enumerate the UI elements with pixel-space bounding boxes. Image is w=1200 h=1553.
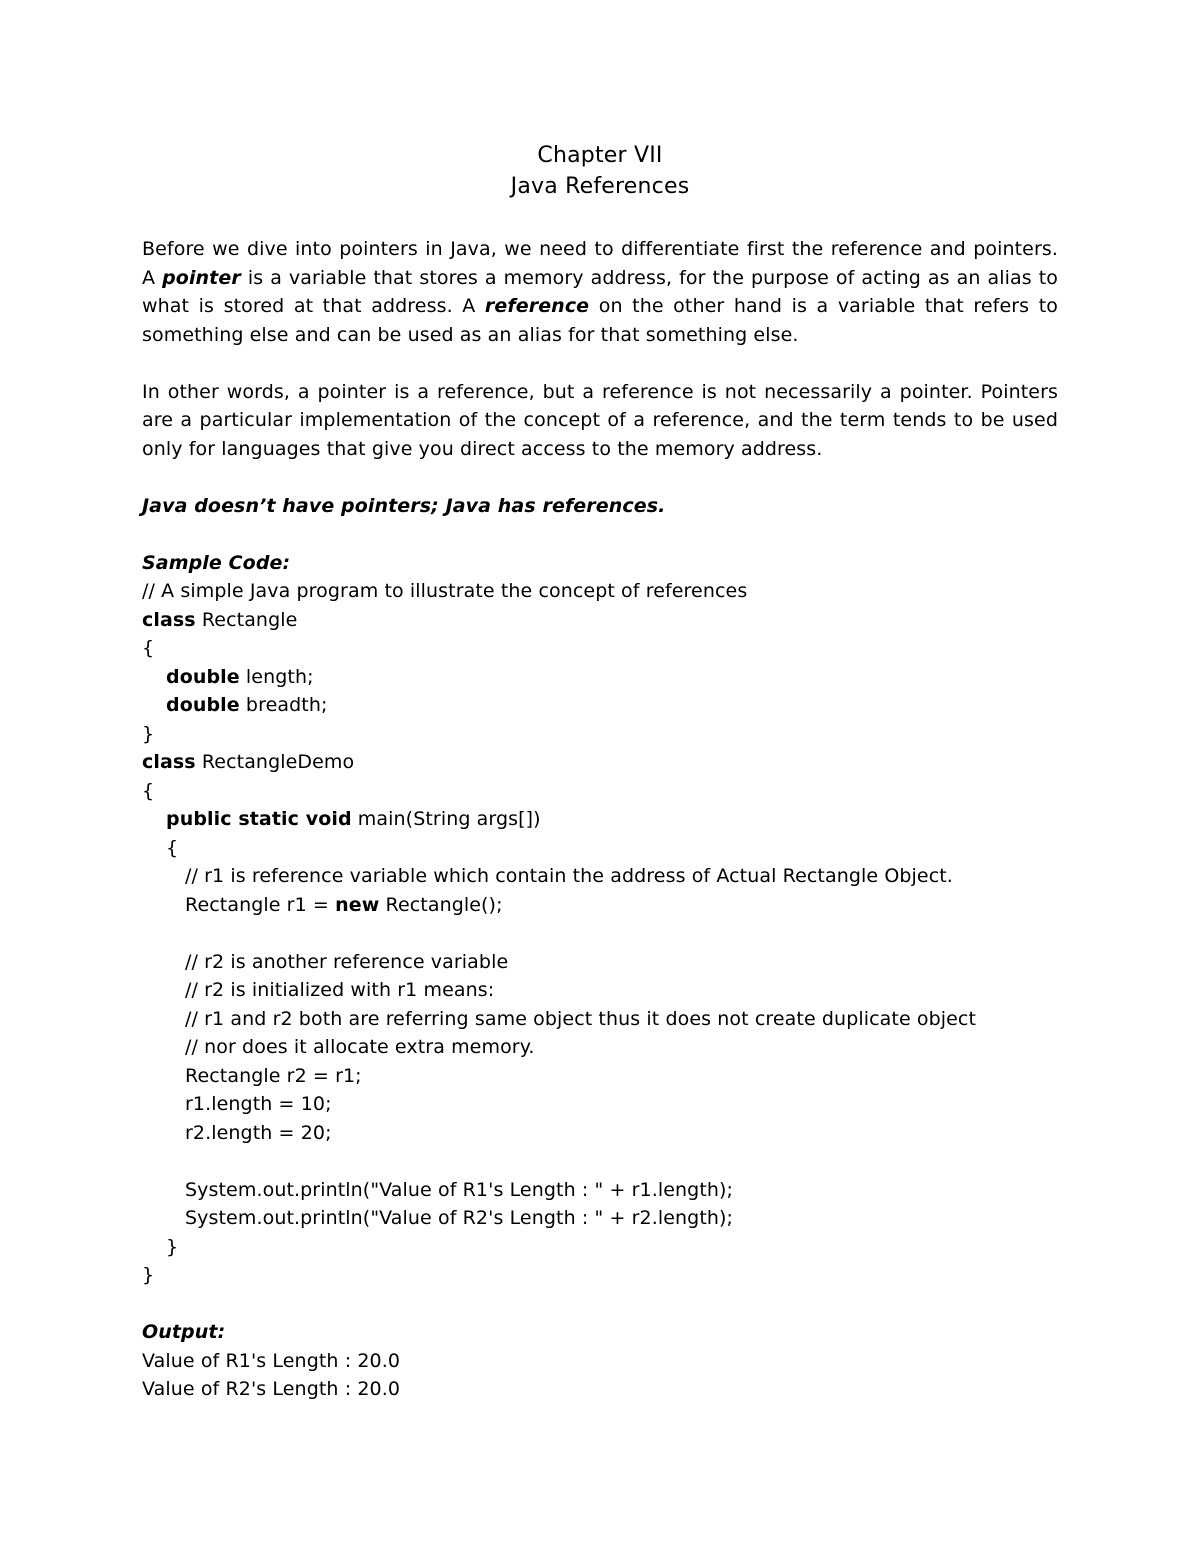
- code-line: }: [142, 1264, 155, 1286]
- output-heading: Output:: [142, 1321, 226, 1343]
- output-section: [142, 1318, 1058, 1404]
- page-title: Java References: [510, 174, 690, 199]
- code-blank-line: [142, 1147, 1058, 1176]
- code-line: [142, 748, 1058, 777]
- code-line: r1.length = 10;: [185, 1093, 332, 1115]
- code-line: // nor does it allocate extra memory.: [185, 1036, 535, 1058]
- sample-code-heading: Sample Code:: [142, 551, 291, 574]
- code-text: breadth;: [239, 694, 328, 716]
- intro-paragraph-1: [142, 235, 1058, 349]
- code-line: // r2 is initialized with r1 means:: [185, 979, 495, 1001]
- code-line: [142, 606, 1058, 635]
- output-line: Value of R2's Length : 20.0: [142, 1378, 401, 1400]
- code-line: System.out.println("Value of R1's Length : " + r1.length);: [185, 1178, 734, 1201]
- code-line: // r1 is reference variable which contain the address of Actual Rectangle Object.: [185, 865, 953, 887]
- intro-paragraph-2: In other words, a pointer is a reference, but a reference is not necessarily a pointer. Pointers are a particular implementation of the concept of a reference, and the term tends to be used only for languages that give you direct access to the memory address.: [142, 380, 1058, 460]
- code-line: [142, 891, 1058, 920]
- code-text: main(String args[]): [351, 808, 541, 830]
- code-line: // A simple Java program to illustrate the concept of references: [142, 580, 748, 602]
- code-line: [142, 663, 1058, 692]
- code-line: }: [166, 1235, 179, 1258]
- code-line: {: [142, 779, 155, 802]
- intro-text: on the other hand is a variable that refers to something else and can be used as an alias for that something else.: [142, 295, 1058, 346]
- code-blank-line: [142, 919, 1058, 948]
- code-text: length;: [239, 665, 314, 688]
- code-text: Rectangle: [195, 608, 298, 631]
- spacer: [142, 1290, 1058, 1319]
- code-keyword: class: [142, 608, 196, 631]
- spacer: [142, 463, 1058, 492]
- document-body: [142, 235, 1058, 1404]
- code-sample: [142, 549, 1058, 1290]
- code-line: Rectangle r2 = r1;: [185, 1064, 362, 1087]
- code-line: // r1 and r2 both are referring same object thus it does not create duplicate object: [185, 1007, 977, 1030]
- code-text: Rectangle();: [379, 893, 503, 916]
- code-text: RectangleDemo: [195, 751, 355, 773]
- code-line: {: [142, 637, 155, 659]
- output-line: Value of R1's Length : 20.0: [142, 1349, 401, 1372]
- code-keyword: new: [335, 893, 380, 916]
- code-line: // r2 is another reference variable: [185, 950, 509, 973]
- intro-text: is a variable that stores a memory address, for the purpose of acting as an alias to what is stored at that address. A: [142, 266, 1058, 317]
- title-block: [0, 140, 1200, 202]
- code-line: r2.length = 20;: [185, 1121, 332, 1144]
- intro-text: Before we dive into pointers in Java, we need to differentiate first the reference and pointers. A: [142, 238, 1058, 289]
- code-text: Rectangle r1 =: [185, 893, 336, 916]
- code-line: {: [166, 836, 179, 859]
- code-keyword: class: [142, 751, 196, 773]
- term-reference: reference: [484, 295, 590, 317]
- term-pointer: pointer: [162, 266, 241, 289]
- code-line: [142, 691, 1058, 720]
- spacer: [142, 349, 1058, 378]
- key-statement: Java doesn’t have pointers; Java has references.: [142, 494, 666, 517]
- code-line: System.out.println("Value of R2's Length : " + r2.length);: [185, 1207, 734, 1229]
- code-keyword: double: [166, 665, 240, 688]
- code-line: }: [142, 722, 155, 745]
- code-keyword: public static void: [166, 808, 352, 830]
- code-line: [142, 805, 1058, 834]
- code-keyword: double: [166, 694, 240, 716]
- spacer: [142, 520, 1058, 549]
- chapter-heading: Chapter VII: [537, 143, 663, 168]
